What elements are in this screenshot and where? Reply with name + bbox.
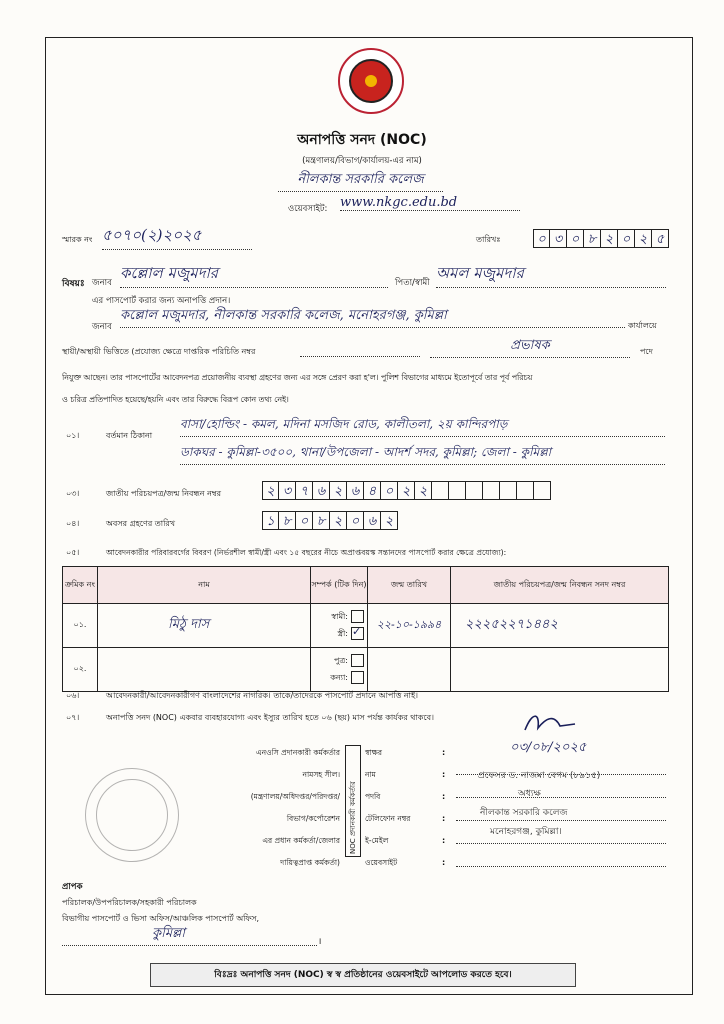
item-1-number: ০১। [66,431,80,440]
father-name: অমল মজুমদার [436,262,666,288]
pade-label: পদে [640,347,653,356]
relation-daughter-label: কন্যা: [330,673,348,682]
digit-box [534,481,551,500]
footer-note: বিঃদ্রঃ অনাপত্তি সনদ (NOC) স্ব স্ব প্রতিষ্ঠানের ওয়েবসাইটে আপলোড করতে হবে। [150,963,576,987]
karyalaye-label: কার্যালয়ে [628,321,657,330]
digit-box: ৫ [652,229,669,248]
signatory-line-4: বিভাগ/কর্পোরেশন [286,814,340,823]
table-row [63,604,669,648]
relation-son-label: পুত্র: [333,656,348,665]
label-website: ওয়েবসাইট [365,858,398,867]
relation-husband-label: স্বামী: [331,612,348,621]
signatory-line-2: নামসহ সীল। [302,770,340,779]
digit-box: ২ [415,481,432,500]
document-title: অনাপত্তি সনদ (NOC) [297,132,427,148]
digit-box: ৮ [279,511,296,530]
digit-box [483,481,500,500]
digit-box: ২ [381,511,398,530]
item-1-label: বর্তমান ঠিকানা [106,431,153,440]
digit-box: ২ [635,229,652,248]
label-email: ই-মেইল [365,836,389,845]
item-4-label: অবসর গ্রহণের তারিখ [106,519,176,528]
label-signature: স্বাক্ষর [365,748,382,757]
daughter-checkbox[interactable] [351,671,364,684]
label-phone: টেলিফোন নম্বর [365,814,411,823]
husband-checkbox[interactable] [351,610,364,623]
digit-box [517,481,534,500]
digit-box: ৩ [550,229,567,248]
signatory-designation: অধ্যক্ষ [518,789,541,799]
label-name: নাম [365,770,376,779]
website-value: www.nkgc.edu.bd [340,195,520,211]
signature-scribble [520,708,580,738]
colon: : [442,792,446,801]
signatory-place: মনোহরগঞ্জ, কুমিল্লা। [490,827,562,837]
digit-box: ০ [618,229,635,248]
recipient-label: প্রাপক [62,882,83,892]
vertical-note: NOC প্রদানকারী কর্মকর্তার [349,781,357,854]
office-seal-stamp [85,768,179,862]
nid-boxes [262,481,551,500]
signatory-colons [442,742,445,874]
col-serial: ক্রমিক নং [63,567,98,604]
digit-box: ০ [533,229,550,248]
colon: : [442,748,446,757]
body-janab: জনাব [92,322,112,332]
table-row [63,648,669,692]
memo-number: ৫০৭০(২)২০২৫ [102,224,252,250]
col-relation: সম্পর্ক (টিক দিন) [311,567,368,604]
item-4-number: ০৪। [66,519,80,528]
wife-checkbox[interactable] [351,627,364,640]
recipient-place: কুমিল্লা [62,924,317,946]
body-paragraph: নিযুক্ত আছেন। তার পাসপোর্টের আবেদনপত্র প্রয়োজনীয় ব্যবস্থা গ্রহণের জন্য এর সঙ্গে প্রেরণ করা হ'ল। পুলিশ বিভাগের মাধ্যমে ইতোপূর্বে তার পূর্ব পরিচয় [62,373,533,382]
col-dob: জন্ম তারিখ [368,567,451,604]
father-label: পিতা/স্বামী [395,278,430,288]
body-paragraph-end: ও চরিত্র প্রতিপাদিত হয়েছে/হয়নি এবং তার বিরুদ্ধে বিরূপ কোন তথ্য নেই। [62,395,289,404]
ministry-name-caption: (মন্ত্রণালয়/বিভাগ/কার্যালয়-এর নাম) [302,156,422,166]
relation-wife-label: স্ত্রী: [337,629,348,638]
office-name: নীলকান্ত সরকারি কলেজ [278,170,443,192]
date-label: তারিখঃ [476,235,501,244]
item-5-label: আবেদনকারীর পরিবারবর্গের বিবরণ (নির্ভরশীল স্বামী/স্ত্রী এবং ১৫ বছরের নীচে অপ্রাপ্তবয়স্ক সন্তানদের পাসপোর্ট করার ক্ষেত্রে প্রযোজ্য): [106,548,507,557]
memo-label: স্মারক নং [62,235,93,244]
signatory-line-6: দায়িত্বপ্রাপ্ত কর্মকর্তা) [280,858,340,867]
address-line-1: বাসা/হোল্ডিং - কমল, মদিনা মসজিদ রোড, কালীতলা, ২য় কান্দিরপাড় [180,416,665,437]
family-table [62,566,669,692]
digit-box: ৬ [313,481,330,500]
subject-janab: জনাব [92,278,112,288]
digit-box: ১ [262,511,279,530]
colon: : [442,814,446,823]
signatory-line-1: এনওসি প্রদানকারী কর্মকর্তার [255,748,340,757]
row-dob [368,648,451,692]
permanent-label: স্থায়ী/অস্থায়ী ভিত্তিতে (প্রযোজ্য ক্ষেত্রে দাপ্তরিক পরিচিতি নম্বর [62,347,256,356]
digit-box: ৮ [584,229,601,248]
digit-box: ৩ [279,481,296,500]
clause-7-number: ০৭। [66,713,80,722]
clause-6: আবেদনকারী/আবেদনকারীগণ বাংলাদেশের নাগরিক। তাকে/তাদেরকে পাসপোর্ট প্রদানে আপত্তি নাই। [106,691,419,700]
digit-box: ০ [381,481,398,500]
son-checkbox[interactable] [351,654,364,667]
digit-box: ২ [601,229,618,248]
digit-box [449,481,466,500]
item-3-number: ০৩। [66,489,80,498]
col-nid: জাতীয় পরিচয়পত্র/জন্ম নিবন্ধন সনদ নম্বর [451,567,669,604]
item-5-number: ০৫। [66,548,80,557]
clause-7: অনাপত্তি সনদ (NOC) একবার ব্যবহারযোগ্য এবং ইস্যুর তারিখ হতে ০৬ (ছয়) মাস পর্যন্ত কার্যকর থাকবে। [106,713,434,722]
recipient-line-1: পরিচালক/উপপরিচালক/সহকারী পরিচালক [62,898,197,907]
signatory-line-3: (মন্ত্রণালয়/অধিদপ্তর/পরিদপ্তর/ [250,792,340,801]
date-boxes [533,229,669,248]
digit-box [466,481,483,500]
row-name: মিঠু দাস [98,604,311,648]
workplace: কল্লোল মজুমদার, নীলকান্ত সরকারি কলেজ, মনোহরগঞ্জ, কুমিল্লা [120,306,625,328]
digit-box [432,481,449,500]
digit-box: ৬ [364,511,381,530]
row-serial: ০২. [63,648,98,692]
digit-box: ২ [330,511,347,530]
digit-box: ৭ [296,481,313,500]
digit-box: ২ [262,481,279,500]
digit-box: ৪ [364,481,381,500]
signatory-field-labels [365,742,410,874]
vertical-note-box [345,745,361,857]
applicant-name: কল্লোল মজুমদার [120,262,388,288]
address-line-2: ডাকঘর - কুমিল্লা-৩৫০০, থানা/উপজেলা - আদর্শ সদর, কুমিল্লা; জেলা - কুমিল্লা [180,444,665,465]
col-name: নাম [98,567,311,604]
digit-box: ২ [330,481,347,500]
digit-box: ৮ [313,511,330,530]
recipient-line-2: বিভাগীয় পাসপোর্ট ও ভিসা অফিস/আঞ্চলিক পাসপোর্ট অফিস, [62,914,260,923]
signatory-line-5: এর প্রধান কর্মকর্তা/জেলার [262,836,340,845]
website-label: ওয়েবসাইট: [288,204,328,214]
digit-box: ০ [347,511,364,530]
colon: : [442,770,446,779]
signature-date: ০৩/০৮/২০২৫ [510,740,587,755]
signatory-office: নীলকান্ত সরকারি কলেজ [480,808,568,818]
subject-label: বিষয়ঃ [62,279,85,289]
retirement-date-boxes [262,511,398,530]
subject-line2: এর পাসপোর্ট করার জন্য অনাপত্তি প্রদান। [92,296,231,306]
signatory-name: প্রফেসর ড. নাজমা বেগম (৮৯১৫) [478,771,601,781]
signatory-designation-block [210,742,340,874]
item-3-label: জাতীয় পরিচয়পত্র/জন্ম নিবন্ধন নম্বর [106,489,221,498]
colon: : [442,858,446,867]
label-designation: পদবি [365,792,381,801]
digit-box [500,481,517,500]
row-nid [451,648,669,692]
digit-box: ০ [567,229,584,248]
post-name: প্রভাষক [430,336,630,358]
row-name [98,648,311,692]
recipient-end: । [318,937,322,947]
digit-box: ২ [398,481,415,500]
row-serial: ০১. [63,604,98,648]
row-nid: ২২২৫২২৭১৪৪২ [451,604,669,648]
id-number-blank [300,356,420,357]
row-dob: ২২-১০-১৯৯৪ [368,604,451,648]
clause-6-number: ০৬। [66,691,80,700]
government-seal-logo [338,48,404,114]
digit-box: ৬ [347,481,364,500]
digit-box: ০ [296,511,313,530]
colon: : [442,836,446,845]
